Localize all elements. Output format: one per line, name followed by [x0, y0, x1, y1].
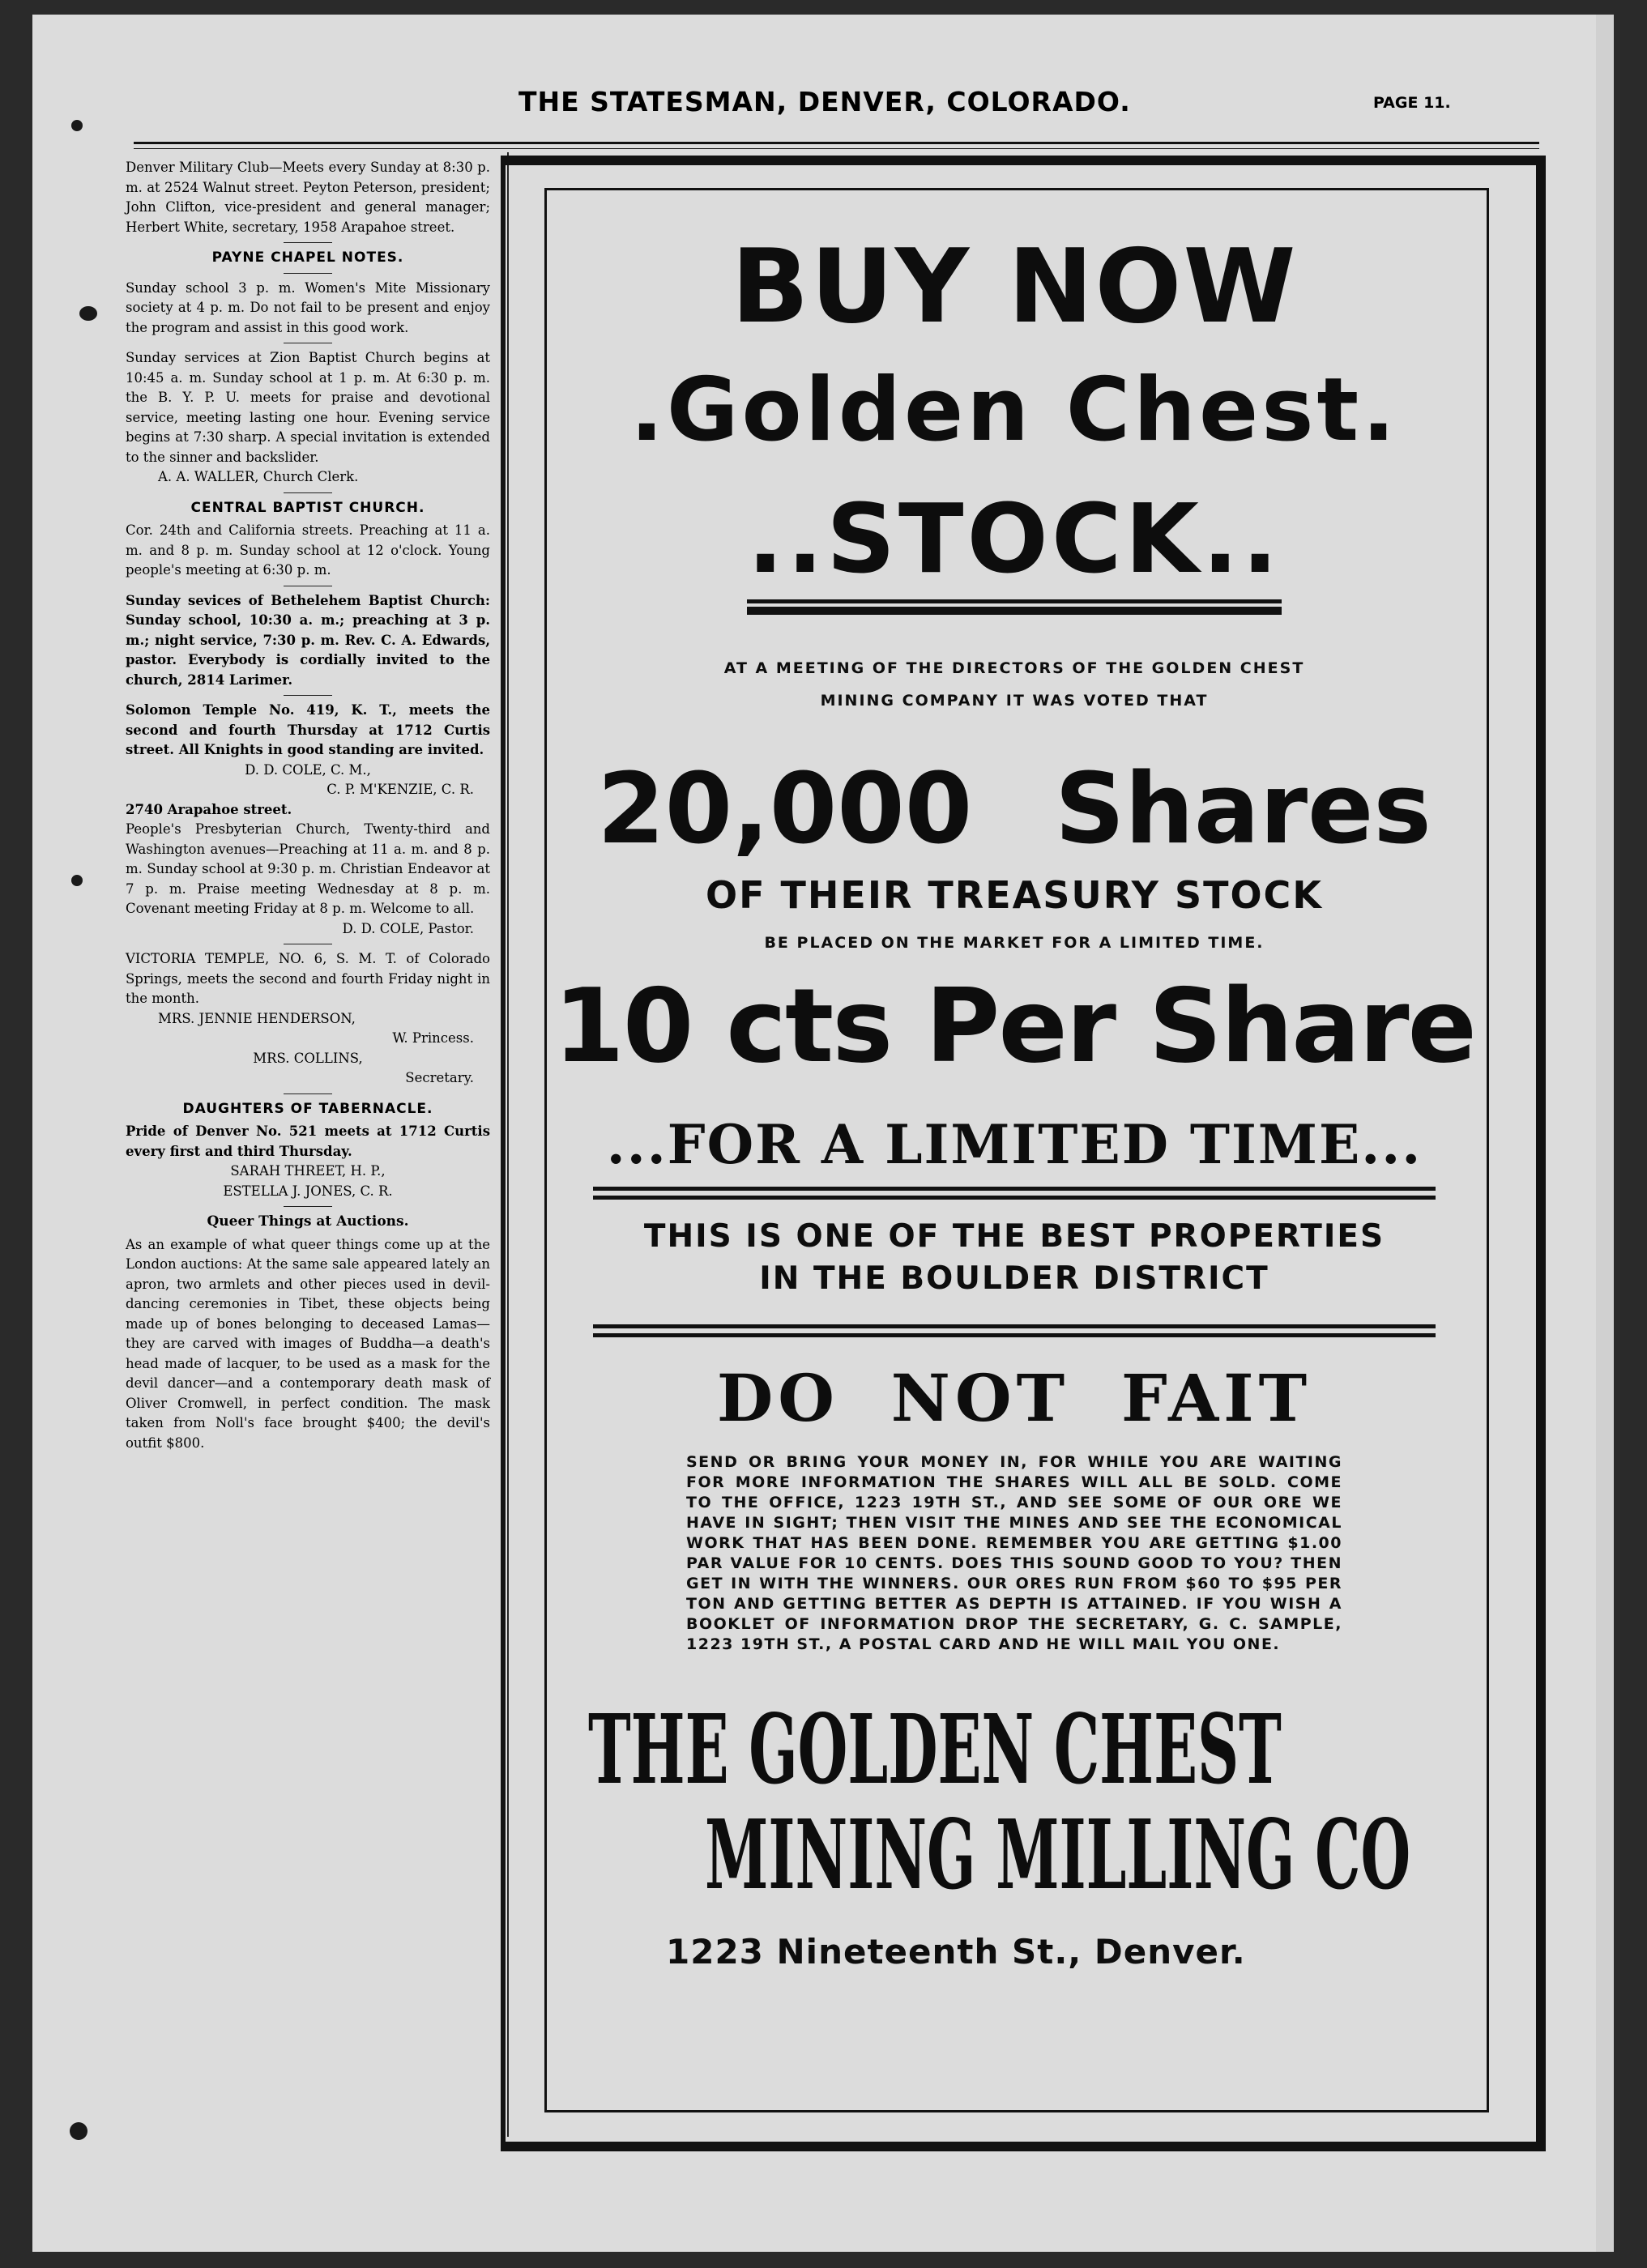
ad-meeting-text [544, 652, 1484, 717]
central-notice: Cor. 24th and California streets. Preaching at 11 a. m. and 8 p. m. Sunday school at 12 o'clock. Young people's meeting at 6:30 p. m. [126, 522, 490, 578]
victoria-signature-3: MRS. COLLINS, [253, 1050, 363, 1066]
golden-chest-advertisement [544, 188, 1484, 1972]
ad-best-line-1: THIS IS ONE OF THE BEST PROPERTIES [643, 1218, 1385, 1255]
queer-article: As an example of what queer things come up at the London auctions: At the same sale appeared lately an apron, two armlets and other pieces used in devil-dancing ceremonies in Tibet, these objects being made up of bones belonging to deceased Lamas—they are carved with images of Buddha—a death's head made of lacquer, to be used as a mask for the devil dancer—and a contemporary death mask of Oliver Cromwell, in perfect condition. The mask taken from Noll's face brought $400; the devil's outfit $800. [126, 1236, 490, 1451]
binding-hole [79, 306, 97, 321]
binding-hole [70, 2122, 87, 2140]
bethelehem-notice: Sunday sevices of Bethelehem Baptist Church: Sunday school, 10:30 a. m.; preaching at 3 p. m.; night service, 7:30 p. m. Rev. C. A. Edwards, pastor. Everybody is cordially invited to the church, 2814 Larimer. [126, 592, 490, 688]
newspaper-title: THE STATESMAN, DENVER, COLORADO. [518, 86, 1131, 117]
queer-heading: Queer Things at Auctions. [207, 1213, 409, 1230]
page-edge [1596, 15, 1614, 2252]
rule [284, 273, 332, 274]
ad-company-line-1: THE GOLDEN CHEST [588, 1693, 1282, 1805]
zion-signature: A. A. WALLER, Church Clerk. [158, 469, 359, 484]
victoria-notice: VICTORIA TEMPLE, NO. 6, S. M. T. of Colorado Springs, meets the second and fourth Friday night in the month. [126, 951, 490, 1006]
ad-rule [593, 1324, 1436, 1337]
ad-shares: 20,000 Shares [597, 753, 1432, 866]
victoria-signature-1: MRS. JENNIE HENDERSON, [158, 1010, 356, 1026]
victoria-signature-4: Secretary. [405, 1070, 474, 1085]
rule [284, 695, 332, 696]
binding-hole [71, 875, 83, 886]
ad-body-text: SEND OR BRING YOUR MONEY IN, FOR WHILE YOU ARE WAITING FOR MORE INFORMATION THE SHARES WILL ALL BE SOLD. COME TO THE OFFICE, 1223 19TH ST., AND SEE SOME OF OUR ORE WE HAVE IN SIGHT; THEN VISIT THE MINES AND SEE THE ECONOMICAL WORK THAT HAS BEEN DONE. REMEMBER YOU ARE GETTING $1.00 PAR VALUE FOR 10 CENTS. DOES THIS SOUND GOOD TO YOU? THEN GET IN WITH THE WINNERS. OUR ORES RUN FROM $60 TO $95 PER TON AND GETTING BETTER AS DEPTH IS ATTAINED. IF YOU WISH A BOOKLET OF INFORMATION DROP THE SECRETARY, G. C. SAMPLE, 1223 19TH ST., A POSTAL CARD AND HE WILL MAIL YOU ONE. [686, 1453, 1342, 1653]
ad-buy-now: BUY NOW [731, 227, 1298, 346]
military-club-notice: Denver Military Club—Meets every Sunday at 8:30 p. m. at 2524 Walnut street. Peyton Peterson, president; John Clifton, vice-president and general manager; Herbert White, secretary, 1958 Arapahoe street. [126, 160, 490, 235]
header-rule-thin [134, 148, 1539, 149]
daughters-signature-1: SARAH THREET, H. P., [230, 1163, 386, 1179]
ad-golden-chest: .Golden Chest. [629, 360, 1399, 461]
page-header [0, 70, 1647, 118]
daughters-signature-2: ESTELLA J. JONES, C. R. [223, 1183, 393, 1199]
ad-treasury: OF THEIR TREASURY STOCK [706, 873, 1323, 917]
peoples-signature: D. D. COLE, Pastor. [342, 920, 474, 936]
ad-meeting-line-1: AT A MEETING OF THE DIRECTORS OF THE GOLDEN CHEST [723, 659, 1305, 677]
solomon-signature-2: C. P. M'KENZIE, C. R. [326, 782, 474, 797]
page-number: PAGE 11. [1373, 94, 1451, 112]
ad-company-line-2: MINING MILLING CO [705, 1798, 1411, 1911]
peoples-notice: People's Presbyterian Church, Twenty-third and Washington avenues—Preaching at 11 a. m. and 8 p. m. Sunday school at 9:30 p. m. Christian Endeavor at 7 p. m. Praise meeting Wednesday at 8 p. m. Covenant meeting Friday at 8 p. m. Welcome to all. [126, 821, 490, 916]
ad-limited-time: ...FOR A LIMITED TIME... [606, 1113, 1423, 1176]
rule [284, 242, 332, 243]
header-rule [134, 142, 1539, 144]
ad-price: 10 cts Per Share [553, 966, 1475, 1085]
rule [284, 492, 332, 493]
central-heading: CENTRAL BAPTIST CHURCH. [190, 499, 425, 516]
daughters-heading: DAUGHTERS OF TABERNACLE. [182, 1100, 433, 1117]
solomon-signature-1: D. D. COLE, C. M., [245, 761, 371, 778]
ad-stock-underline [747, 599, 1282, 615]
binding-hole [71, 120, 83, 131]
victoria-signature-2: W. Princess. [392, 1030, 474, 1046]
ad-best-line-2: IN THE BOULDER DISTRICT [759, 1260, 1269, 1297]
solomon-address: 2740 Arapahoe street. [126, 801, 292, 817]
left-column [126, 158, 490, 1453]
ad-stock: ..STOCK.. [747, 483, 1282, 595]
ad-placed: BE PLACED ON THE MARKET FOR A LIMITED TIME. [764, 934, 1265, 952]
rule [284, 1206, 332, 1207]
solomon-notice: Solomon Temple No. 419, K. T., meets the second and fourth Thursday at 1712 Curtis street. All Knights in good standing are invited. [126, 702, 490, 757]
zion-notice: Sunday services at Zion Baptist Church begins at 10:45 a. m. Sunday school at 1 p. m. At 6:30 p. m. the B. Y. P. U. meets for praise and devotional service, meeting lasting one hour. Evening service begins at 7:30 sharp. A special invitation is extended to the sinner and backslider. [126, 350, 490, 465]
daughters-notice: Pride of Denver No. 521 meets at 1712 Curtis every first and third Thursday. [126, 1123, 490, 1159]
payne-notice: Sunday school 3 p. m. Women's Mite Missionary society at 4 p. m. Do not fail to be present and enjoy the program and assist in this good work. [126, 279, 490, 335]
ad-rule [593, 1187, 1436, 1200]
ad-address: 1223 Nineteenth St., Denver. [666, 1932, 1246, 1972]
ad-do-not-wait: DO NOT FAIT [716, 1360, 1312, 1436]
ad-meeting-line-2: MINING COMPANY IT WAS VOTED THAT [820, 692, 1209, 710]
ad-best-properties [544, 1216, 1484, 1300]
payne-heading: PAYNE CHAPEL NOTES. [211, 249, 404, 266]
